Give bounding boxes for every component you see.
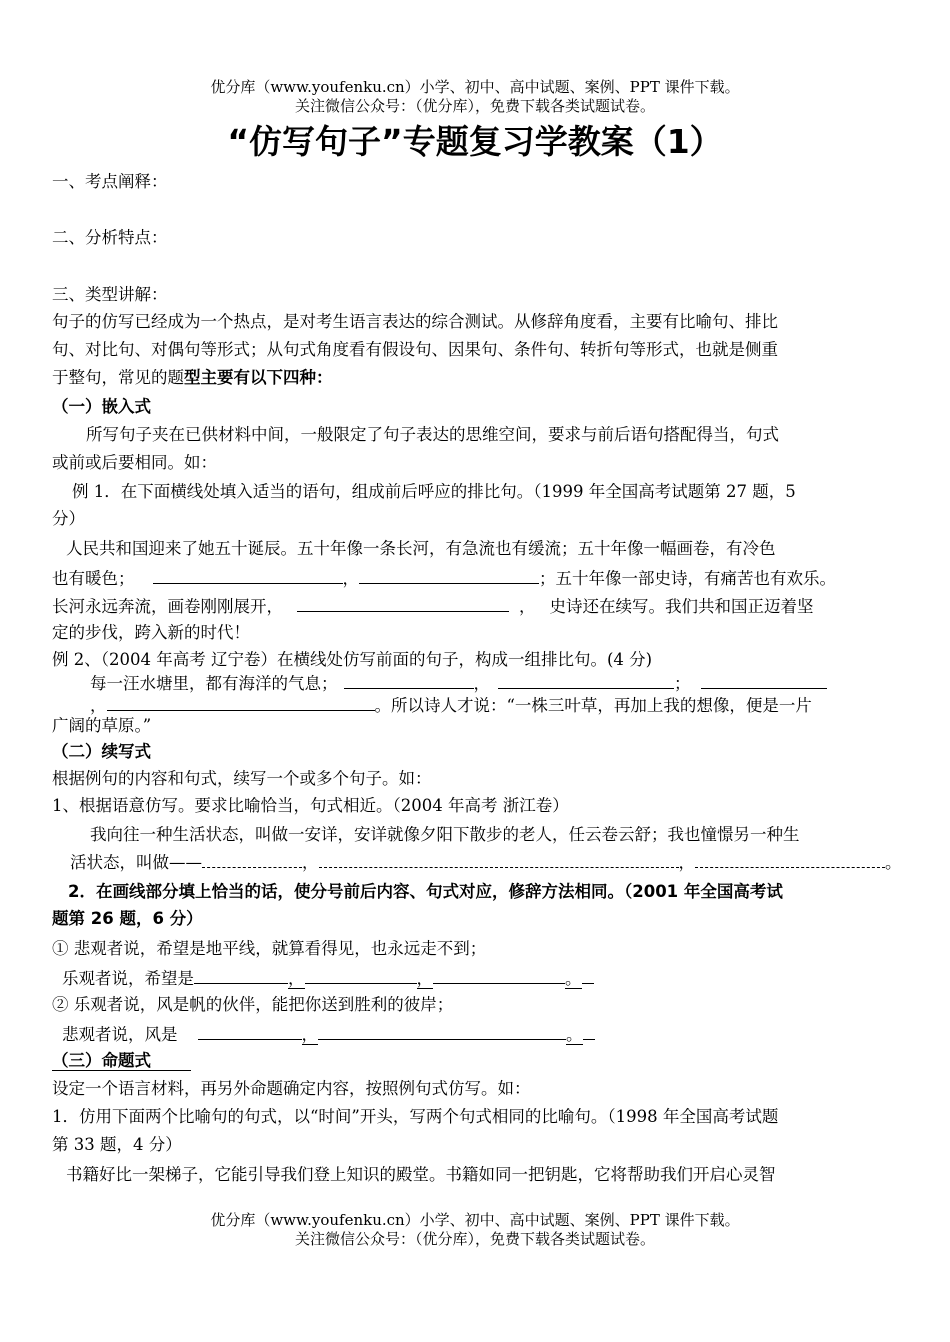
- continue-q1-passage-2: [70, 851, 902, 875]
- answer-blank[interactable]: [319, 851, 679, 868]
- example-1-passage-3-a: 长河永远奔流，画卷刚刚展开，: [52, 597, 283, 616]
- continue-desc: 根据例句的内容和句式，续写一个或多个句子。如：: [52, 769, 432, 788]
- example-2-passage-1-b: ，: [473, 674, 490, 693]
- example-1-passage-4: 定的步伐，跨入新的时代！: [52, 623, 250, 642]
- header-line-1: 优分库（www.youfenku.cn）小学、初中、高中试题、案例、PPT 课件下载。: [210, 78, 740, 96]
- answer-blank[interactable]: [344, 670, 474, 689]
- intro-line-3-a: 于整句，常见的题: [52, 368, 184, 387]
- answer-blank[interactable]: [297, 593, 509, 612]
- continue-q2-item-2-answer-b: ，: [301, 1025, 318, 1044]
- answer-blank[interactable]: [695, 851, 885, 868]
- continue-q1-passage-1: 我向往一种生活状态，叫做一安详，安详就像夕阳下散步的老人，任云卷云舒；我也憧憬另一种生: [90, 825, 800, 844]
- continue-q2-item-1-answer: [62, 965, 594, 991]
- continue-heading: （二）续写式: [52, 742, 151, 761]
- example-2-passage-1-a: 每一汪水塘里，都有海洋的气息；: [90, 674, 338, 693]
- answer-blank[interactable]: [194, 965, 288, 984]
- example-2-passage-2: [90, 692, 812, 718]
- answer-blank[interactable]: [318, 1021, 566, 1040]
- example-1-passage-3-b: ，: [519, 597, 536, 616]
- proposition-q1-passage-1: 书籍好比一架梯子，它能引导我们登上知识的殿堂。书籍如同一把钥匙，它将帮助我们开启心灵智: [66, 1165, 776, 1184]
- section-3-heading: 三、类型讲解：: [52, 285, 168, 304]
- example-1-passage-2-c: ；五十年像一部史诗，有痛苦也有欢乐。: [539, 569, 836, 588]
- answer-blank[interactable]: [198, 1021, 302, 1040]
- answer-blank[interactable]: [107, 692, 375, 711]
- intro-line-3: [52, 366, 333, 390]
- page-title: “仿写句子”专题复习学教案（1）: [227, 122, 723, 161]
- intro-line-1: 句子的仿写已经成为一个热点，是对考生语言表达的综合测试。从修辞角度看，主要有比喻句、排比: [52, 312, 778, 331]
- proposition-desc: 设定一个语言材料，再另外命题确定内容，按照例句式仿写。如：: [52, 1079, 531, 1098]
- continue-q2-item-1-answer-c: ，: [416, 969, 433, 988]
- answer-blank[interactable]: [498, 670, 674, 689]
- section-2-heading: 二、分析特点：: [52, 228, 168, 247]
- answer-blank[interactable]: [582, 965, 594, 984]
- proposition-heading-text: （三）命题式: [52, 1051, 191, 1071]
- example-2-heading: 例 2、（2004 年高考 辽宁卷）在横线处仿写前面的句子，构成一组排比句。(4 分): [52, 650, 653, 669]
- intro-line-2: 句、对比句、对偶句等形式；从句式角度看有假设句、因果句、条件句、转折句等形式，也就是侧重: [52, 340, 778, 359]
- example-2-passage-3: 广阔的草原。”: [52, 716, 152, 735]
- example-1-passage-3: [52, 593, 814, 619]
- intro-line-3-b: 型主要有以下四种：: [184, 368, 333, 387]
- answer-blank[interactable]: [305, 965, 417, 984]
- embed-desc-1: 所写句子夹在已供材料中间，一般限定了句子表达的思维空间，要求与前后语句搭配得当，句式: [86, 425, 779, 444]
- continue-q2-item-2-answer-a: 悲观者说，风是: [62, 1025, 178, 1044]
- continue-q2-item-2: ② 乐观者说，风是帆的伙伴，能把你送到胜利的彼岸；: [52, 995, 454, 1014]
- continue-q2-item-1: ① 悲观者说，希望是地平线，就算看得见，也永远走不到；: [52, 939, 487, 958]
- example-2-passage-2-a: ，: [90, 696, 107, 715]
- continue-q2-item-1-answer-a: 乐观者说，希望是: [62, 969, 194, 988]
- continue-q2-item-1-answer-b: ，: [288, 969, 305, 988]
- footer-line-2: 关注微信公众号：（优分库），免费下载各类试题试卷。: [294, 1230, 655, 1248]
- continue-q2-heading-tail: 题第 26 题，6 分）: [52, 909, 203, 928]
- continue-q2-item-2-answer: [62, 1021, 595, 1047]
- continue-q1-passage-2-c: ，: [678, 853, 695, 872]
- proposition-q1-heading-tail: 第 33 题，4 分）: [52, 1135, 182, 1154]
- continue-q1-passage-2-b: ，: [302, 853, 319, 872]
- continue-q1-passage-2-d: 。: [885, 853, 902, 872]
- continue-q1-heading: 1、根据语意仿写。要求比喻恰当，句式相近。（2004 年高考 浙江卷）: [52, 796, 569, 815]
- example-1-passage-1: 人民共和国迎来了她五十诞辰。五十年像一条长河，有急流也有缓流；五十年像一幅画卷，有冷色: [66, 539, 776, 558]
- answer-blank[interactable]: [153, 565, 343, 584]
- section-1-heading: 一、考点阐释：: [52, 172, 168, 191]
- example-1-heading: 例 1．在下面横线处填入适当的语句，组成前后呼应的排比句。（1999 年全国高考试题第 27 题，5: [72, 482, 796, 501]
- answer-blank[interactable]: [583, 1021, 595, 1040]
- example-2-passage-2-b: 。所以诗人才说：“一株三叶草，再加上我的想像，便是一片: [374, 696, 812, 715]
- answer-blank[interactable]: [701, 670, 827, 689]
- continue-q1-passage-2-a: 活状态，叫做——: [70, 853, 202, 872]
- example-1-passage-2: [52, 565, 836, 591]
- answer-blank[interactable]: [359, 565, 539, 584]
- continue-q2-item-1-answer-d: 。: [565, 969, 582, 988]
- header-line-2: 关注微信公众号：（优分库），免费下载各类试题试卷。: [294, 97, 655, 115]
- example-1-passage-3-c: 史诗还在续写。我们共和国正迈着坚: [549, 597, 814, 616]
- continue-q2-heading: 2．在画线部分填上恰当的话，使分号前后内容、句式对应，修辞方法相同。（2001 年全国高考试: [68, 882, 783, 901]
- example-1-heading-tail: 分）: [52, 509, 85, 528]
- answer-blank[interactable]: [433, 965, 565, 984]
- example-1-passage-2-a: 也有暖色；: [52, 569, 135, 588]
- embed-desc-2: 或前或后要相同。如：: [52, 453, 217, 472]
- answer-blank[interactable]: [202, 851, 302, 868]
- example-1-passage-2-b: ，: [342, 569, 359, 588]
- continue-q2-item-2-answer-c: 。: [566, 1025, 583, 1044]
- proposition-q1-heading: 1．仿用下面两个比喻句的句式，以“时间”开头，写两个句式相同的比喻句。（1998 年全国高考试题: [52, 1107, 779, 1126]
- embed-heading: （一）嵌入式: [52, 397, 151, 416]
- proposition-heading: [52, 1049, 191, 1073]
- example-2-passage-1-c: ；: [674, 674, 691, 693]
- footer-line-1: 优分库（www.youfenku.cn）小学、初中、高中试题、案例、PPT 课件下载。: [210, 1211, 740, 1229]
